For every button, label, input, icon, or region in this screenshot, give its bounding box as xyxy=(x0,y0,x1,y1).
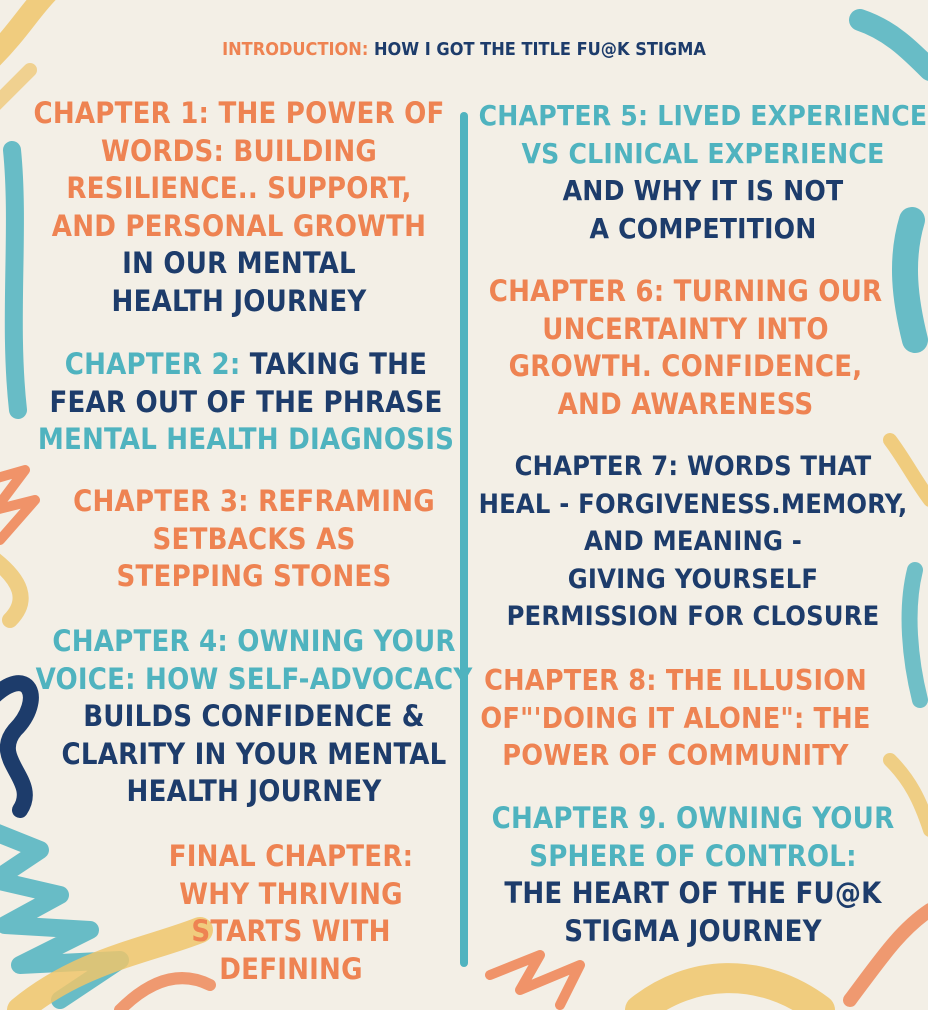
chapter-6-line: UNCERTAINTY INTO xyxy=(542,311,829,346)
chapter-8-line: CHAPTER 8: THE ILLUSION xyxy=(484,664,867,697)
chapter-9-line: CHAPTER 9. OWNING YOUR xyxy=(491,801,895,835)
chapter-1-line: HEALTH JOURNEY xyxy=(111,283,367,318)
chapter-5-line: A COMPETITION xyxy=(589,211,817,245)
chapter-3-line: SETBACKS AS xyxy=(152,521,356,556)
chapter-1-line: WORDS: BUILDING xyxy=(100,133,378,168)
chapter-6-line: CHAPTER 6: TURNING OUR xyxy=(488,274,883,308)
chapter-6 xyxy=(478,273,893,423)
chapter-9-line: STIGMA JOURNEY xyxy=(564,913,822,948)
final-chapter-line: FINAL CHAPTER: xyxy=(168,839,414,873)
final-chapter-line: DEFINING xyxy=(219,951,363,986)
chapter-8 xyxy=(478,662,873,775)
final-chapter xyxy=(150,838,432,988)
intro-title: HOW I GOT THE TITLE FU@K STIGMA xyxy=(373,39,706,60)
intro-heading xyxy=(0,30,928,70)
intro-label: INTRODUCTION: xyxy=(222,39,369,60)
chapter-9-line: THE HEART OF THE FU@K xyxy=(504,876,882,910)
chapter-1-line: CHAPTER 1: THE POWER OF xyxy=(33,96,445,130)
chapter-1 xyxy=(0,95,478,320)
chapter-5 xyxy=(478,97,928,247)
final-chapter-line: WHY THRIVING xyxy=(179,876,403,911)
chapter-4-line: CHAPTER 4: OWNING YOUR xyxy=(52,624,456,658)
chapter-3 xyxy=(0,483,508,596)
chapter-6-line: GROWTH. CONFIDENCE, xyxy=(508,349,863,383)
chapter-9 xyxy=(478,800,908,950)
chapter-9-line: SPHERE OF CONTROL: xyxy=(529,838,857,873)
chapter-2-line: FEAR OUT OF THE PHRASE xyxy=(49,384,443,419)
chapter-7-line: PERMISSION FOR CLOSURE xyxy=(506,601,880,632)
brush-stroke-bottom-right-yellow xyxy=(640,978,820,1010)
final-chapter-line: STARTS WITH xyxy=(191,914,391,948)
chapter-3-line: CHAPTER 3: REFRAMING xyxy=(73,484,435,518)
chapter-5-line: VS CLINICAL EXPERIENCE xyxy=(521,136,885,170)
brush-stroke-right-teal-2 xyxy=(910,570,920,700)
chapter-8-line: OF"'DOING IT ALONE": THE xyxy=(480,701,871,735)
chapter-4-line: CLARITY IN YOUR MENTAL xyxy=(61,736,447,771)
chapter-7-line: CHAPTER 7: WORDS THAT xyxy=(514,451,872,482)
chapter-8-line: POWER OF COMMUNITY xyxy=(502,739,849,772)
chapter-3-line: STEPPING STONES xyxy=(116,559,392,593)
chapter-2-label: CHAPTER 2: xyxy=(64,347,241,381)
chapter-1-line: IN OUR MENTAL xyxy=(122,246,356,280)
chapter-4-line: BUILDS CONFIDENCE & xyxy=(83,699,425,733)
chapter-7 xyxy=(478,448,908,636)
chapter-2-line: MENTAL HEALTH DIAGNOSIS xyxy=(37,422,455,456)
chapter-2-title-start: TAKING THE xyxy=(249,347,428,381)
chapter-6-line: AND AWARENESS xyxy=(557,386,814,421)
chapter-1-line: AND PERSONAL GROWTH xyxy=(51,208,427,243)
chapter-7-line: GIVING YOURSELF xyxy=(567,563,819,595)
chapter-4-line: HEALTH JOURNEY xyxy=(126,774,382,808)
chapter-4-line: VOICE: HOW SELF-ADVOCACY xyxy=(35,661,473,696)
chapter-7-line: AND MEANING - xyxy=(583,526,803,557)
chapter-7-line: HEAL - FORGIVENESS.MEMORY, xyxy=(478,488,908,520)
chapter-4 xyxy=(0,623,508,811)
chapter-5-line: AND WHY IT IS NOT xyxy=(562,174,844,207)
chapter-5-line: CHAPTER 5: LIVED EXPERIENCE xyxy=(478,99,928,132)
chapter-2-line xyxy=(0,346,492,384)
chapter-2 xyxy=(0,346,492,459)
chapter-1-line: RESILIENCE.. SUPPORT, xyxy=(66,171,412,205)
brush-stroke-bottom-right-orange xyxy=(490,955,580,1005)
